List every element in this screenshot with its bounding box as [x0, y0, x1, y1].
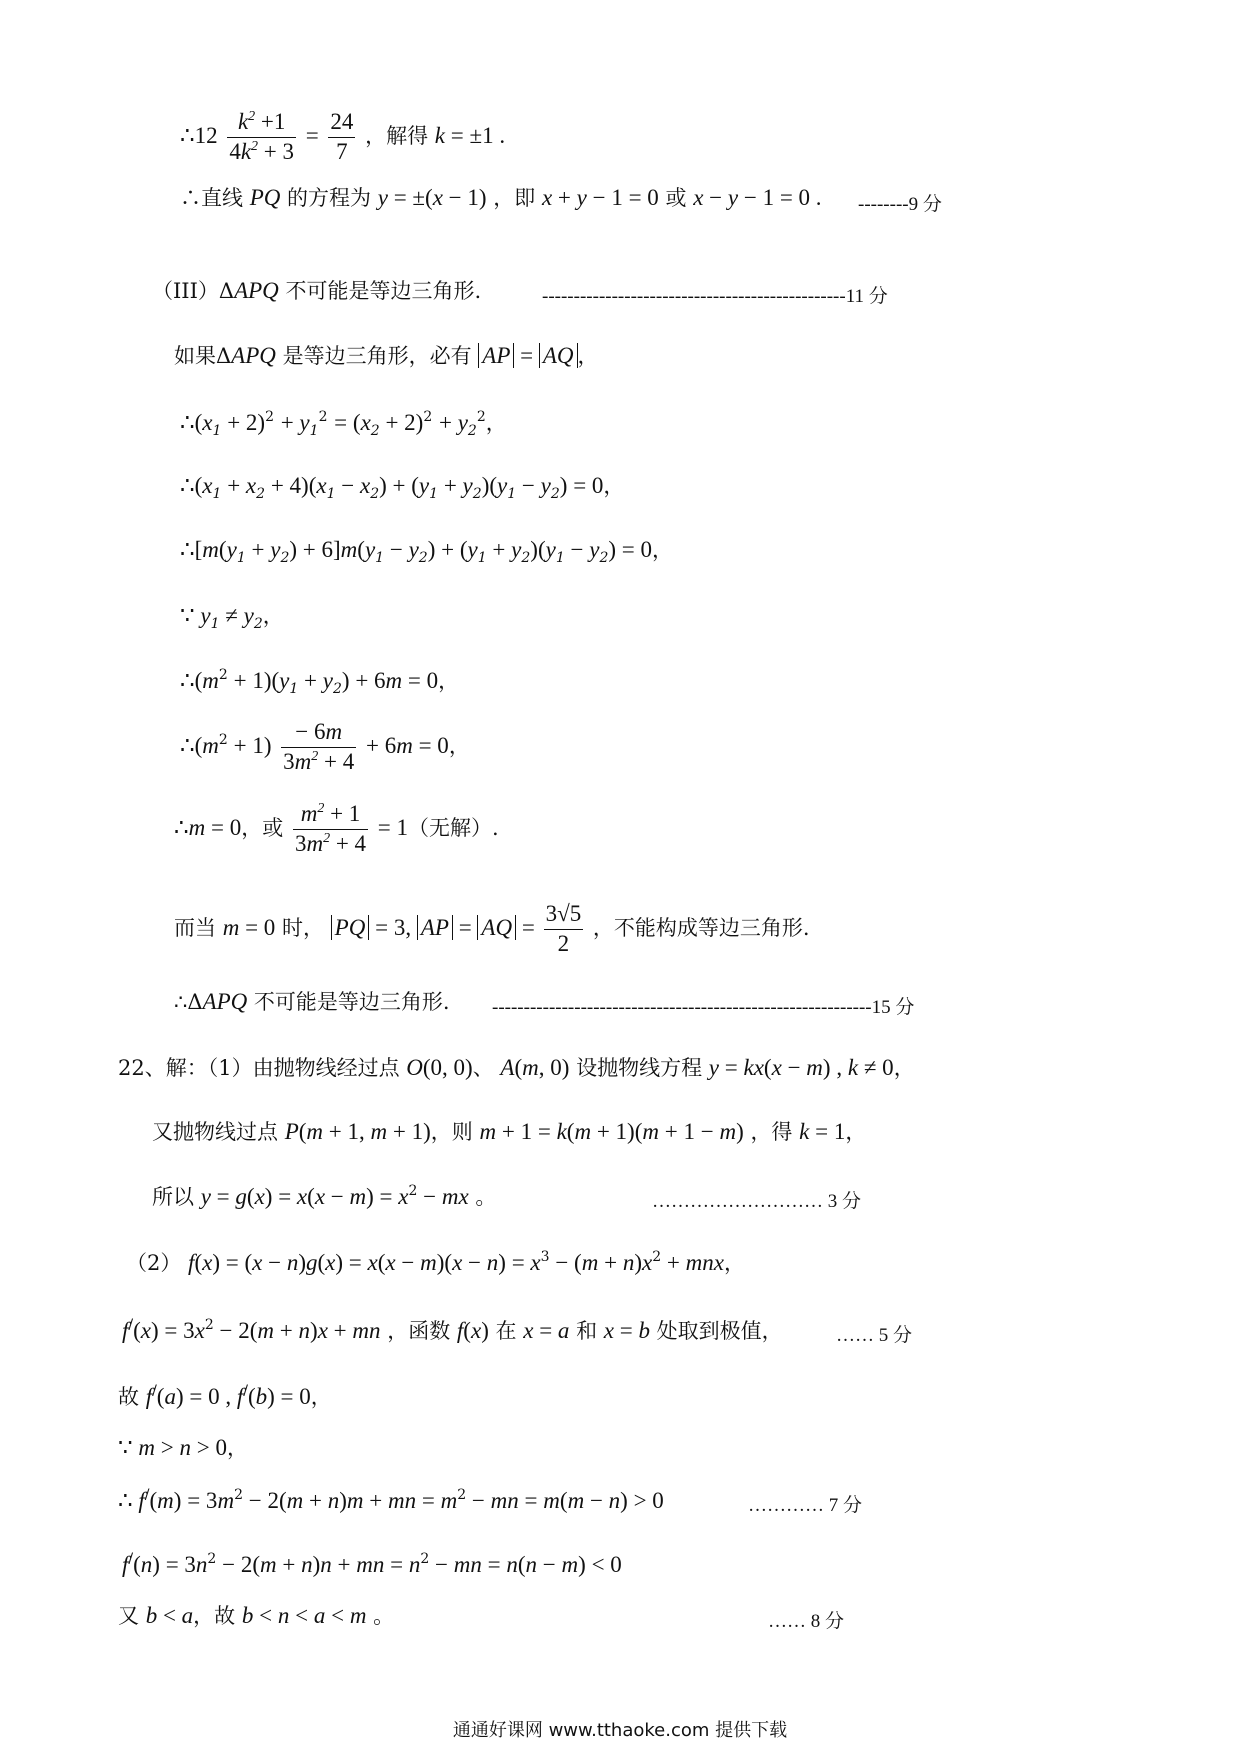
score-11: ------------------------------------------------11 分 — [542, 286, 888, 307]
equation-line-11: ∴m = 0，或 $\frac{m^2 + 1}{3m^2 + 4}$ = 1（无解）. — [174, 801, 499, 856]
page-footer: 通通好课网 www.tthaoke.com 提供下载 — [452, 1720, 788, 1741]
problem-22-part2-line-4: ∵ m > n > 0， — [118, 1435, 248, 1460]
equation-line-4: 如果ΔAPQ 是等边三角形，必有 AP = AQ ， — [174, 343, 599, 368]
score-15: ------------------------------------------------------------15 分 — [492, 997, 915, 1018]
equation-line-2: ∴直线 PQ 的方程为 y = ±(x − 1) ，即 x + y − 1 = 0 或 x − y − 1 = 0 . — [180, 185, 822, 210]
problem-22-part2-line-1: （2） $f(x) = (x - n)g(x) = x(x - m)(x - n) = x^3 - (m + n)x^2$ + mnx， — [126, 1249, 745, 1275]
score-7: ………… 7 分 — [748, 1495, 863, 1516]
equation-line-5: $\therefore(x_1 + 2)^2 + y_1^2 = (x_2 + 2)^2 + y_2^2$， — [180, 409, 507, 439]
problem-22-part2-line-5: ∴ $f^/(m) = 3m^2 - 2(m + n)m$ + mn = $m^2$ − mn = m(m − n) > 0 — [118, 1487, 664, 1513]
equation-line-7: $\therefore[m(y_1 + y_2) + 6]m(y_1 - y_2) + (y_1 + y_2)(y_1 - y_2) = 0$， — [180, 537, 674, 566]
problem-22-line-1: 22、解：（1）由抛物线经过点 O(0, 0)、 A(m, 0) 设抛物线方程 y = kx(x − m) , k ≠ 0， — [118, 1055, 915, 1080]
score-8: …… 8 分 — [768, 1611, 845, 1632]
equation-line-12: 而当 m = 0 时， PQ = 3, AP = AQ = $\frac{3√5}{2}$ ，不能构成等边三角形. — [174, 901, 810, 956]
equation-line-9: $\therefore(m^2 + 1)(y_1 + y_2) + 6m = 0$， — [180, 667, 460, 697]
problem-22-part2-line-3: 故 f/(a) = 0 , f/(b) = 0， — [118, 1383, 332, 1409]
problem-22-part2-line-6: $f^/(n) = 3n^2 - 2(m + n)n$ + mn = $n^2$ − mn = n(n − m) < 0 — [122, 1551, 622, 1577]
problem-22-part2-line-2: $f^/(x) = 3x^2 - 2(m + n)x$ + mn ，函数 f(x) 在 x = a 和 x = b 处取到极值， — [122, 1317, 783, 1343]
problem-22-line-2: 又抛物线过点 P(m + 1, m + 1)，则 m + 1 = k(m + 1)(m + 1 − m) ，得 k = 1， — [152, 1119, 867, 1144]
equation-line-1: ∴12 $\frac{k^2 +1}{4k^2 + 3}$ = $\frac{24}{7}$ ，解得 k = ±1 . — [180, 109, 506, 164]
equation-line-8: ∵ $y_1 \ne y_2$， — [180, 603, 284, 632]
problem-22-line-3: 所以 $y = g(x) = x(x - m) = x^2$ − mx 。 — [152, 1183, 497, 1209]
score-5: …… 5 分 — [836, 1325, 913, 1346]
score-9: --------9 分 — [858, 194, 942, 215]
score-3: ……………………… 3 分 — [652, 1191, 862, 1212]
equation-line-13: ∴ΔAPQ 不可能是等边三角形. — [174, 989, 450, 1014]
equation-line-10: $\therefore(m^2 + 1)$ $\frac{- 6m}{3m^2 + 4}$ + 6m = 0， — [180, 719, 470, 774]
problem-22-part2-line-7: 又 b < a，故 b < n < a < m 。 — [118, 1603, 395, 1628]
section-iii-heading: （III）ΔAPQ 不可能是等边三角形. — [152, 278, 482, 303]
equation-line-6: $\therefore(x_1 + x_2 + 4)(x_1 - x_2) + (y_1 + y_2)(y_1 - y_2) = 0$， — [180, 473, 625, 502]
